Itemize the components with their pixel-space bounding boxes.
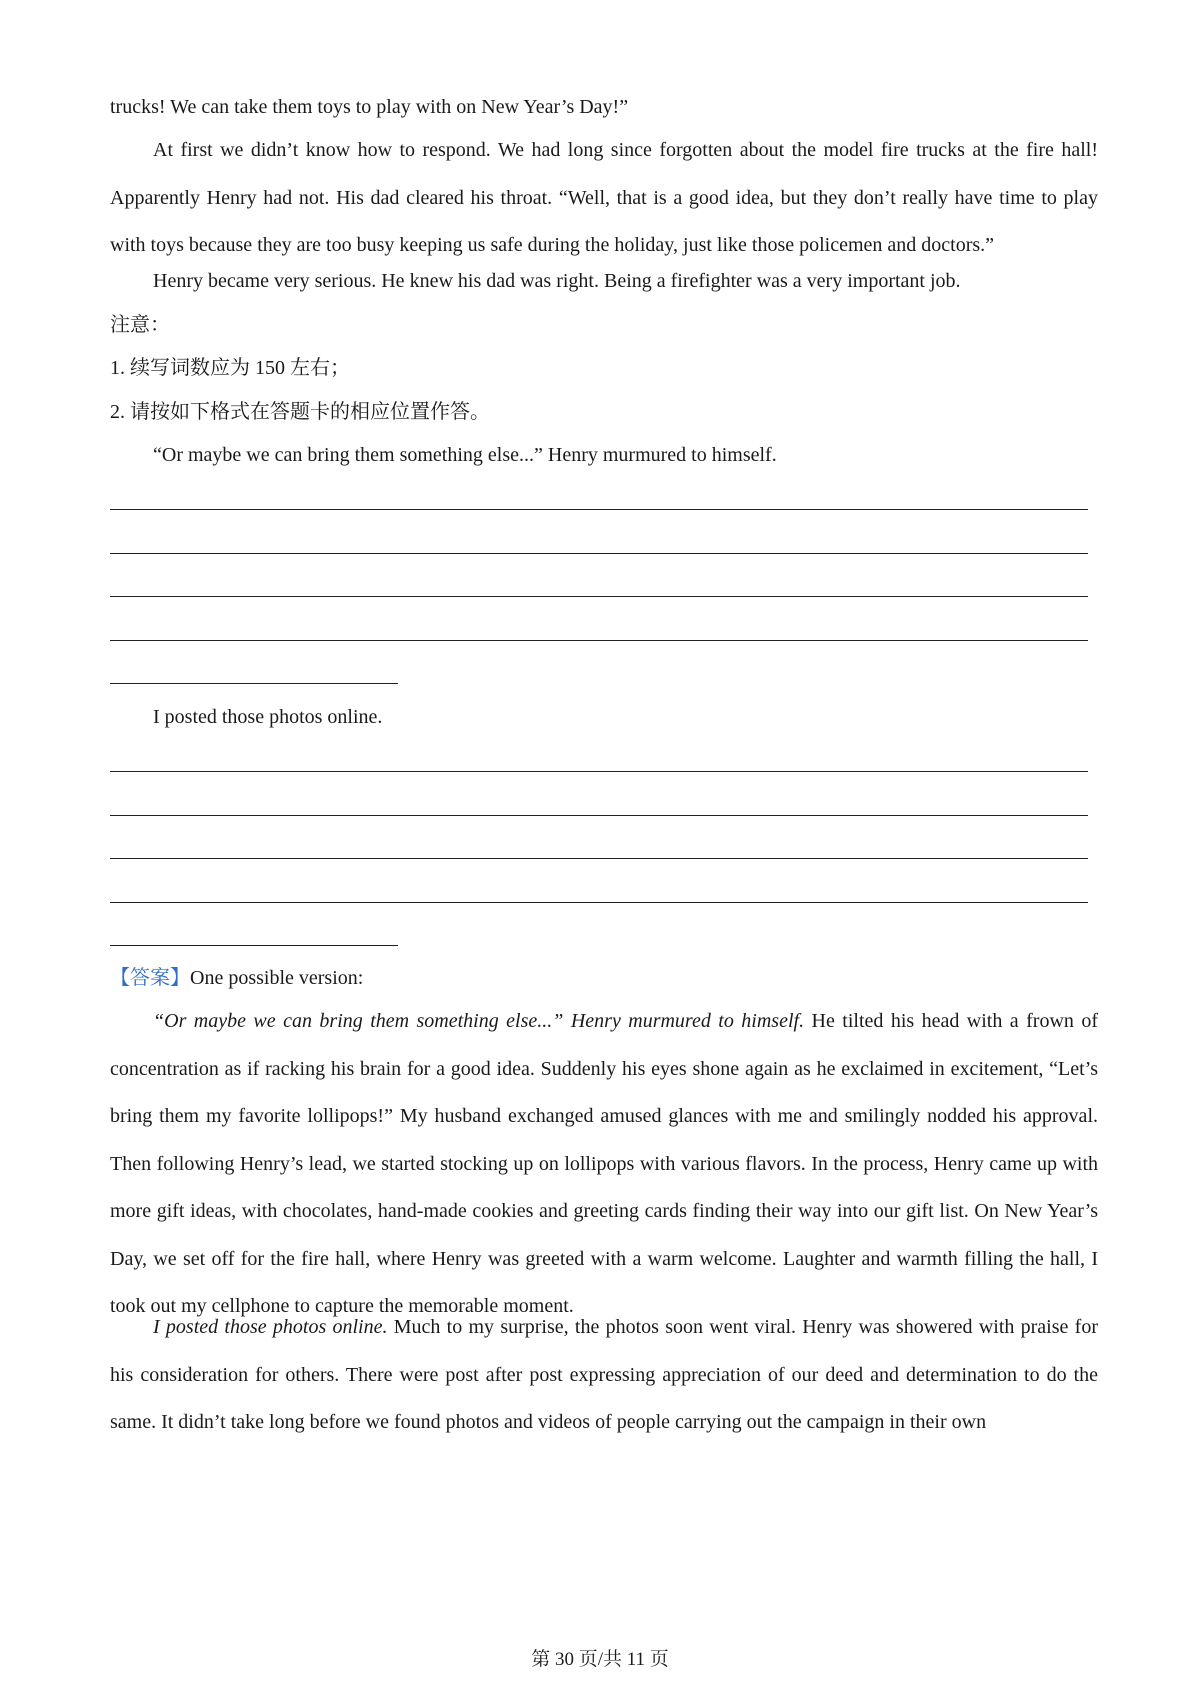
notes-item-2: 2. 请按如下格式在答题卡的相应位置作答。	[110, 401, 490, 423]
answer-intro: One possible version:	[190, 967, 364, 989]
answer-tag: 【答案】	[110, 967, 190, 989]
story-paragraph-2: Henry became very serious. He knew his dad was right. Being a firefighter was a very important job.	[153, 270, 961, 292]
answer-line-short	[110, 945, 398, 946]
answer-paragraph-2	[110, 1304, 1098, 1447]
answer-paragraph-2-body: Much to my surprise, the photos soon went viral. Henry was showered with praise for his consideration for others. There were post after post expressing appreciation of our deed and determination to do the same. It didn’t take long before we found photos and videos of people carrying out the campaign in their own	[110, 1316, 1098, 1433]
answer-paragraph-1	[110, 998, 1098, 1331]
continued-text: trucks! We can take them toys to play with on New Year’s Day!”	[110, 96, 629, 118]
answer-line	[110, 596, 1088, 597]
writing-prompt-1: “Or maybe we can bring them something else...” Henry murmured to himself.	[153, 444, 777, 466]
page-footer: 第 30 页/共 11 页	[531, 1649, 669, 1670]
notes-item-1: 1. 续写词数应为 150 左右；	[110, 357, 350, 379]
answer-line	[110, 902, 1088, 903]
answer-line-short	[110, 683, 398, 684]
answer-line	[110, 815, 1088, 816]
writing-prompt-2: I posted those photos online.	[153, 706, 383, 728]
answer-header	[110, 955, 1098, 1003]
answer-line	[110, 640, 1088, 641]
answer-line	[110, 509, 1088, 510]
answer-paragraph-2-lead: I posted those photos online.	[153, 1316, 388, 1338]
story-paragraph-1: At first we didn’t know how to respond. We had long since forgotten about the model fire trucks at the fire hall! Apparently Henry had not. His dad cleared his throat. “Well, that is a good idea, but they don’t really have time to play with toys because they are too busy keeping us safe during the holiday, just like those policemen and doctors.”	[110, 139, 1098, 256]
answer-line	[110, 858, 1088, 859]
answer-line	[110, 553, 1088, 554]
answer-paragraph-1-lead: “Or maybe we can bring them something else...” Henry murmured to himself.	[153, 1010, 805, 1032]
answer-paragraph-1-body: He tilted his head with a frown of concentration as if racking his brain for a good idea. Suddenly his eyes shone again as he exclaimed in excitement, “Let’s bring them my favorite lollipops!” My husband exchanged amused glances with me and smilingly nodded his approval. Then following Henry’s lead, we started stocking up on lollipops with various flavors. In the process, Henry came up with more gift ideas, with chocolates, hand-made cookies and greeting cards finding their way into our gift list. On New Year’s Day, we set off for the fire hall, where Henry was greeted with a warm welcome. Laughter and warmth filling the hall, I took out my cellphone to capture the memorable moment.	[110, 1010, 1098, 1317]
answer-line	[110, 771, 1088, 772]
notes-heading: 注意：	[110, 314, 170, 336]
